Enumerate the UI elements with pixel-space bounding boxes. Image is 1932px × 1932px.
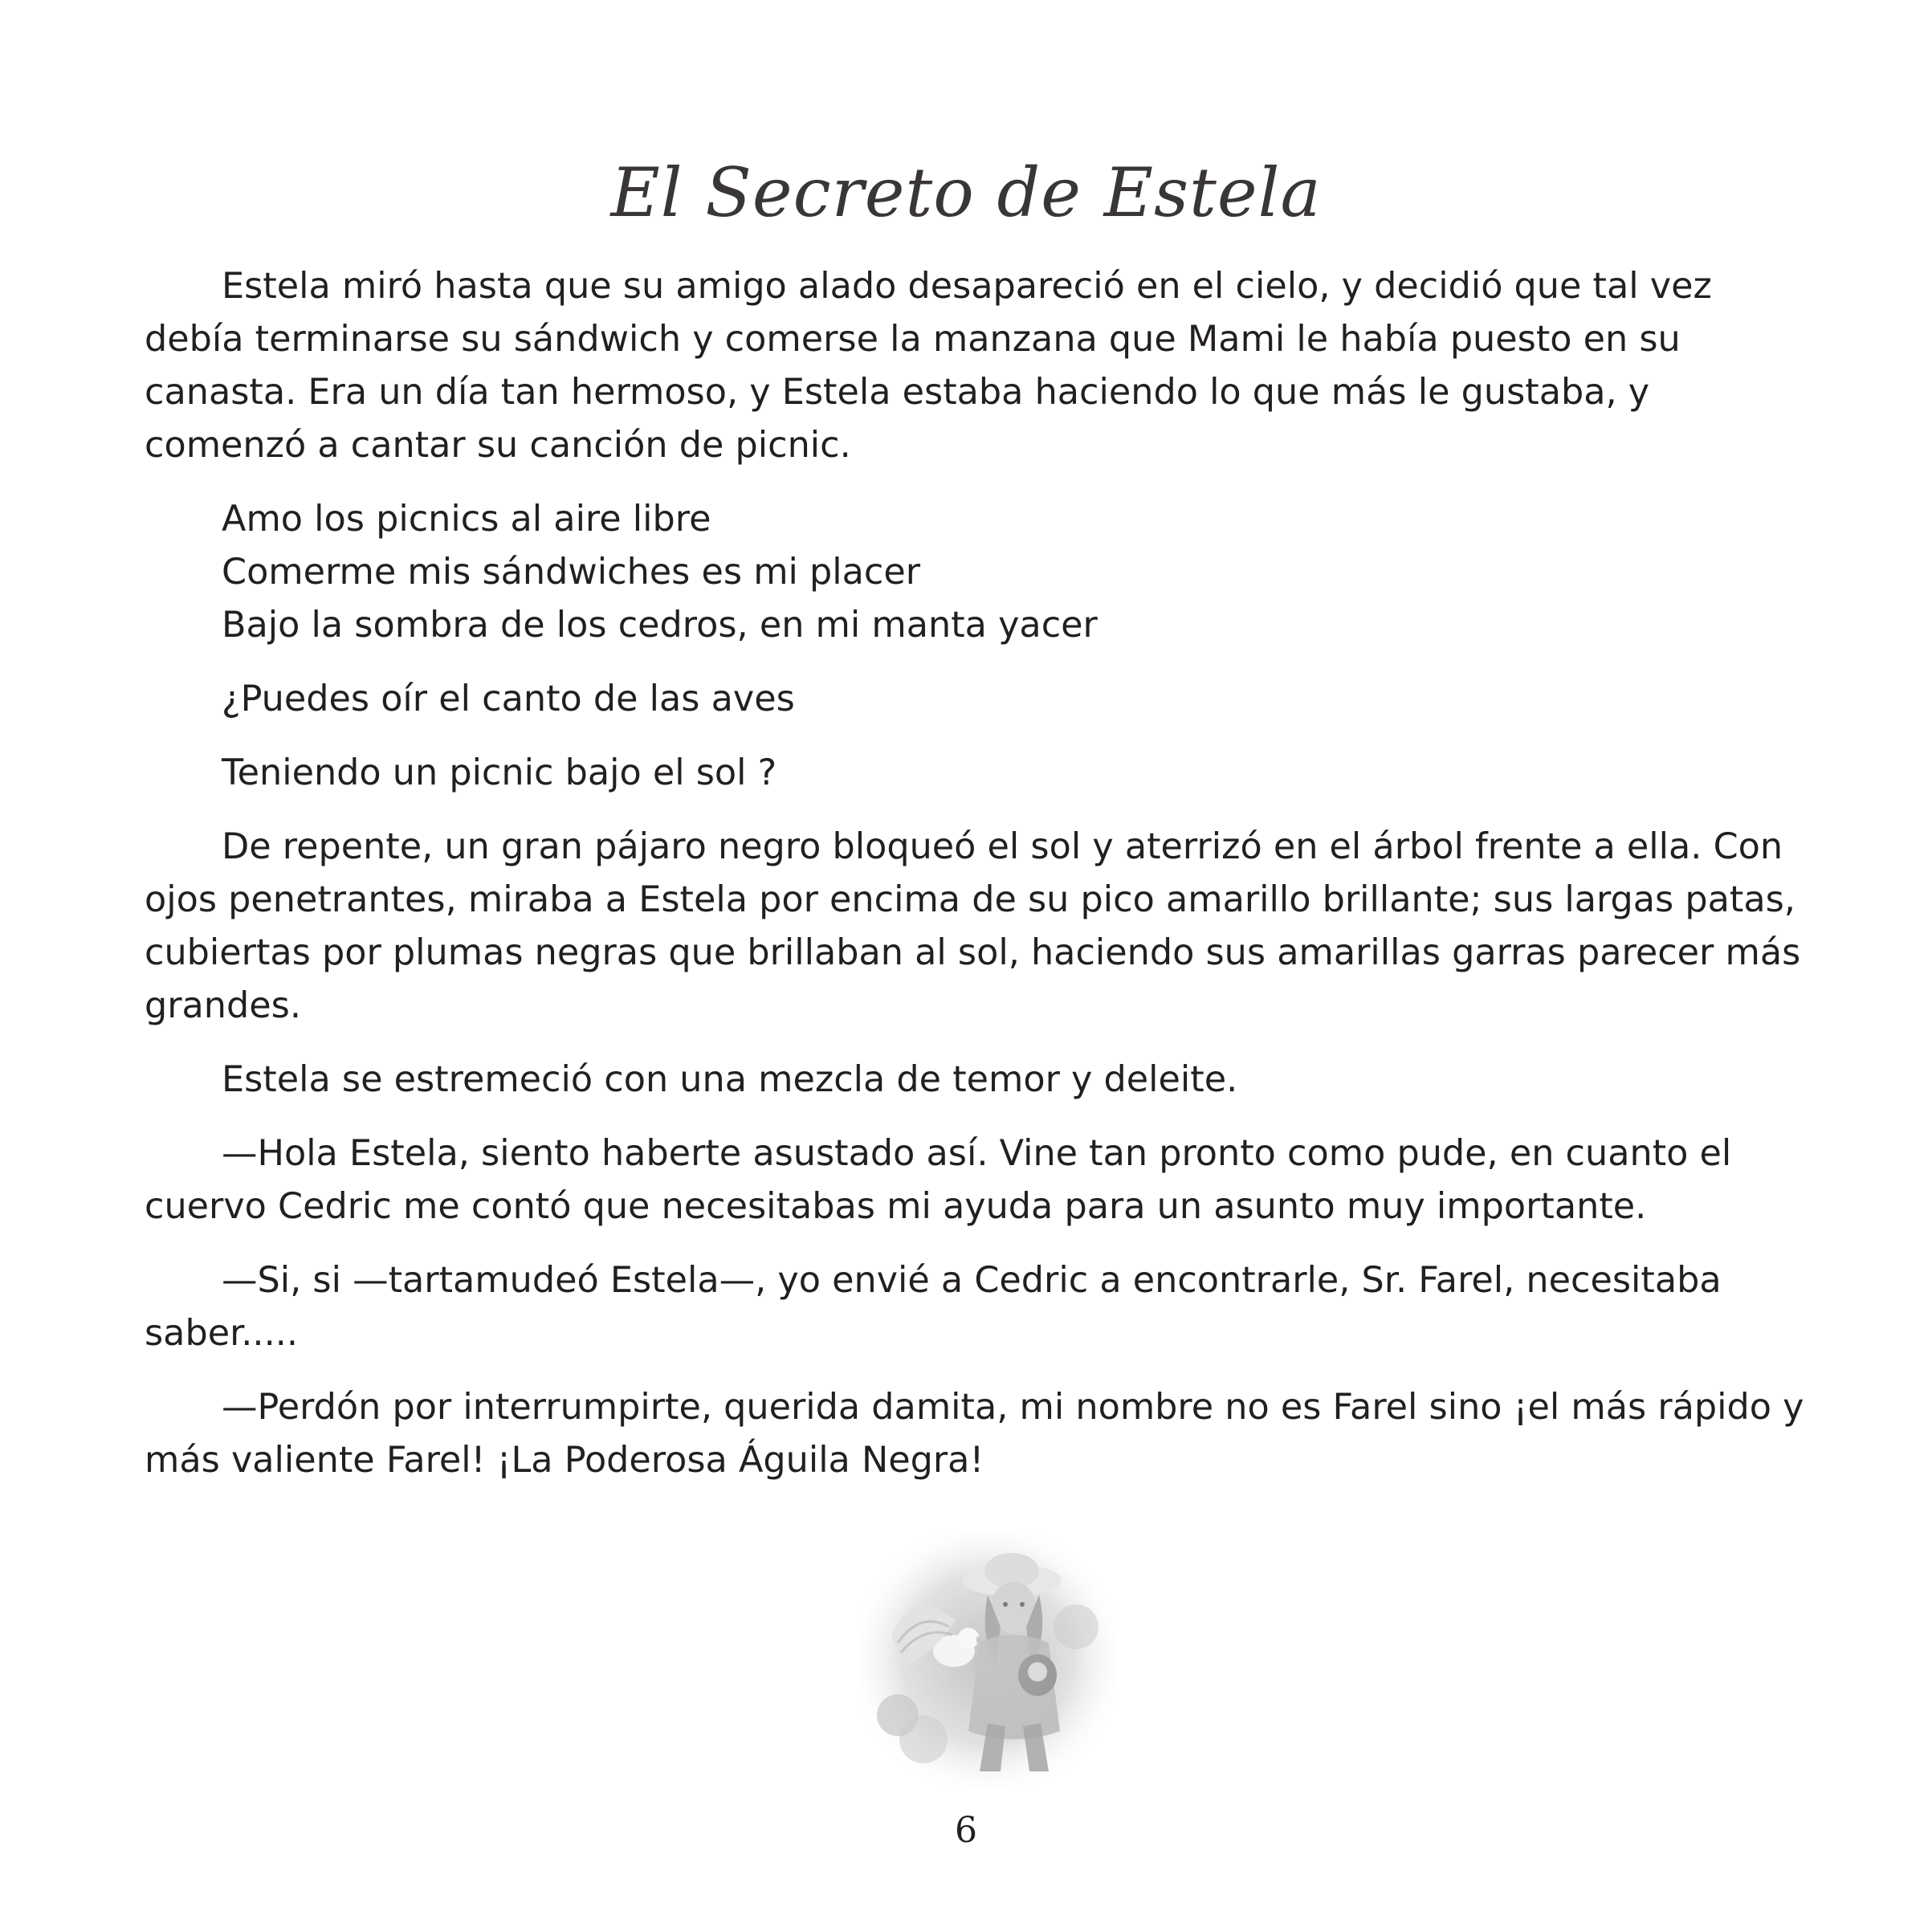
verse-line: Comerme mis sándwiches es mi placer	[222, 552, 921, 593]
paragraph-4: —Hola Estela, siento haberte asustado así. Vine tan pronto como pude, en cuanto el cuervo Cedric me contó que necesitabas mi ayuda para un asunto muy importante.	[145, 1133, 1732, 1227]
song-verse-2: ¿Puedes oír el canto de las aves	[222, 679, 795, 719]
page-title: El Secreto de Estela	[610, 153, 1322, 232]
paragraph-1: Estela miró hasta que su amigo alado desapareció en el cielo, y decidió que tal vez debía terminarse su sándwich y comerse la manzana que Mami le había puesto en su canasta. Era un día tan hermoso, y Estela estaba haciendo lo que más le gustaba, y comenzó a cantar su canción de picnic.	[145, 266, 1712, 466]
story-text	[145, 260, 1807, 1508]
paragraph-2: De repente, un gran pájaro negro bloqueó el sol y aterrizó en el árbol frente a ella. Con ojos penetrantes, miraba a Estela por encima de su pico amarillo brillante; sus largas patas, cubiertas por plumas negras que brillaban al sol, haciendo sus amarillas garras parecer más grandes.	[145, 826, 1801, 1026]
paragraph-5: —Si, si —tartamudeó Estela—, yo envié a Cedric a encontrarle, Sr. Farel, necesitaba saber.....	[145, 1260, 1722, 1354]
song-verse-3: Teniendo un picnic bajo el sol ?	[222, 752, 777, 793]
verse-line: Bajo la sombra de los cedros, en mi manta yacer	[222, 605, 1098, 646]
paragraph-3: Estela se estremeció con una mezcla de temor y deleite.	[222, 1059, 1238, 1100]
girl-with-birds-vignette-icon	[859, 1531, 1116, 1787]
song-verse-1	[222, 493, 1807, 652]
paragraph-6: —Perdón por interrumpirte, querida damita, mi nombre no es Farel sino ¡el más rápido y más valiente Farel! ¡La Poderosa Águila Negra!	[145, 1387, 1804, 1481]
page-number: 6	[955, 1810, 977, 1851]
verse-line: Amo los picnics al aire libre	[222, 499, 711, 540]
